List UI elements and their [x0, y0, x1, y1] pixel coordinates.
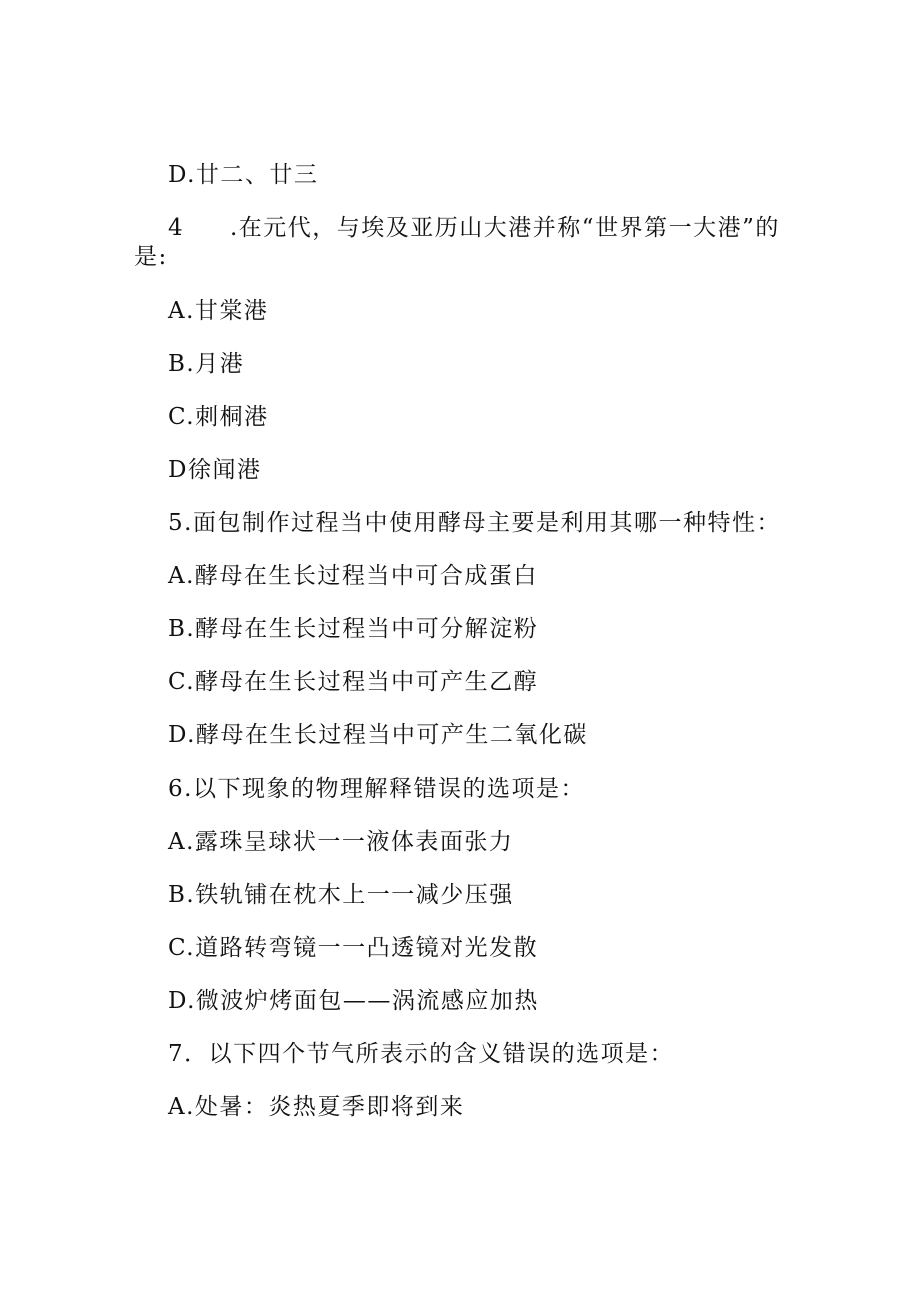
q5-stem: 5.面包制作过程当中使用酵母主要是利用其哪一种特性： [168, 510, 781, 536]
q3-option-d: D.廿二、廿三 [168, 162, 319, 188]
q6-option-c: C.道路转弯镜一一凸透镜对光发散 [168, 935, 539, 961]
q7-option-a: A.处暑：炎热夏季即将到来 [168, 1094, 465, 1120]
q5-option-b: B.酵母在生长过程当中可分解淀粉 [168, 616, 539, 642]
q4-stem-line1 [168, 213, 780, 243]
q6-option-b: B.铁轨铺在枕木上一一减少压强 [168, 882, 514, 908]
q4-option-a: A.甘棠港 [168, 298, 269, 324]
q4-option-d: D徐闻港 [168, 457, 262, 483]
q6-option-d: D.微波炉烤面包——涡流感应加热 [168, 988, 539, 1014]
q6-option-a: A.露珠呈球状一一液体表面张力 [168, 829, 514, 855]
q6-stem: 6.以下现象的物理解释错误的选项是： [168, 776, 585, 802]
q7-stem: 7．以下四个节气所表示的含义错误的选项是： [168, 1041, 675, 1067]
q5-option-a: A.酵母在生长过程当中可合成蛋白 [168, 563, 538, 589]
q4-option-b: B.月港 [168, 351, 245, 377]
q4-stem-text: .在元代，与埃及亚历山大港并称“世界第一大港”的 [230, 215, 780, 241]
q5-option-c: C.酵母在生长过程当中可产生乙醇 [168, 669, 539, 695]
q5-option-d: D.酵母在生长过程当中可产生二氧化碳 [168, 722, 588, 748]
q4-stem-line2: 是: [134, 244, 168, 270]
q4-number: 4 [168, 215, 185, 241]
q4-option-c: C.刺桐港 [168, 404, 269, 430]
